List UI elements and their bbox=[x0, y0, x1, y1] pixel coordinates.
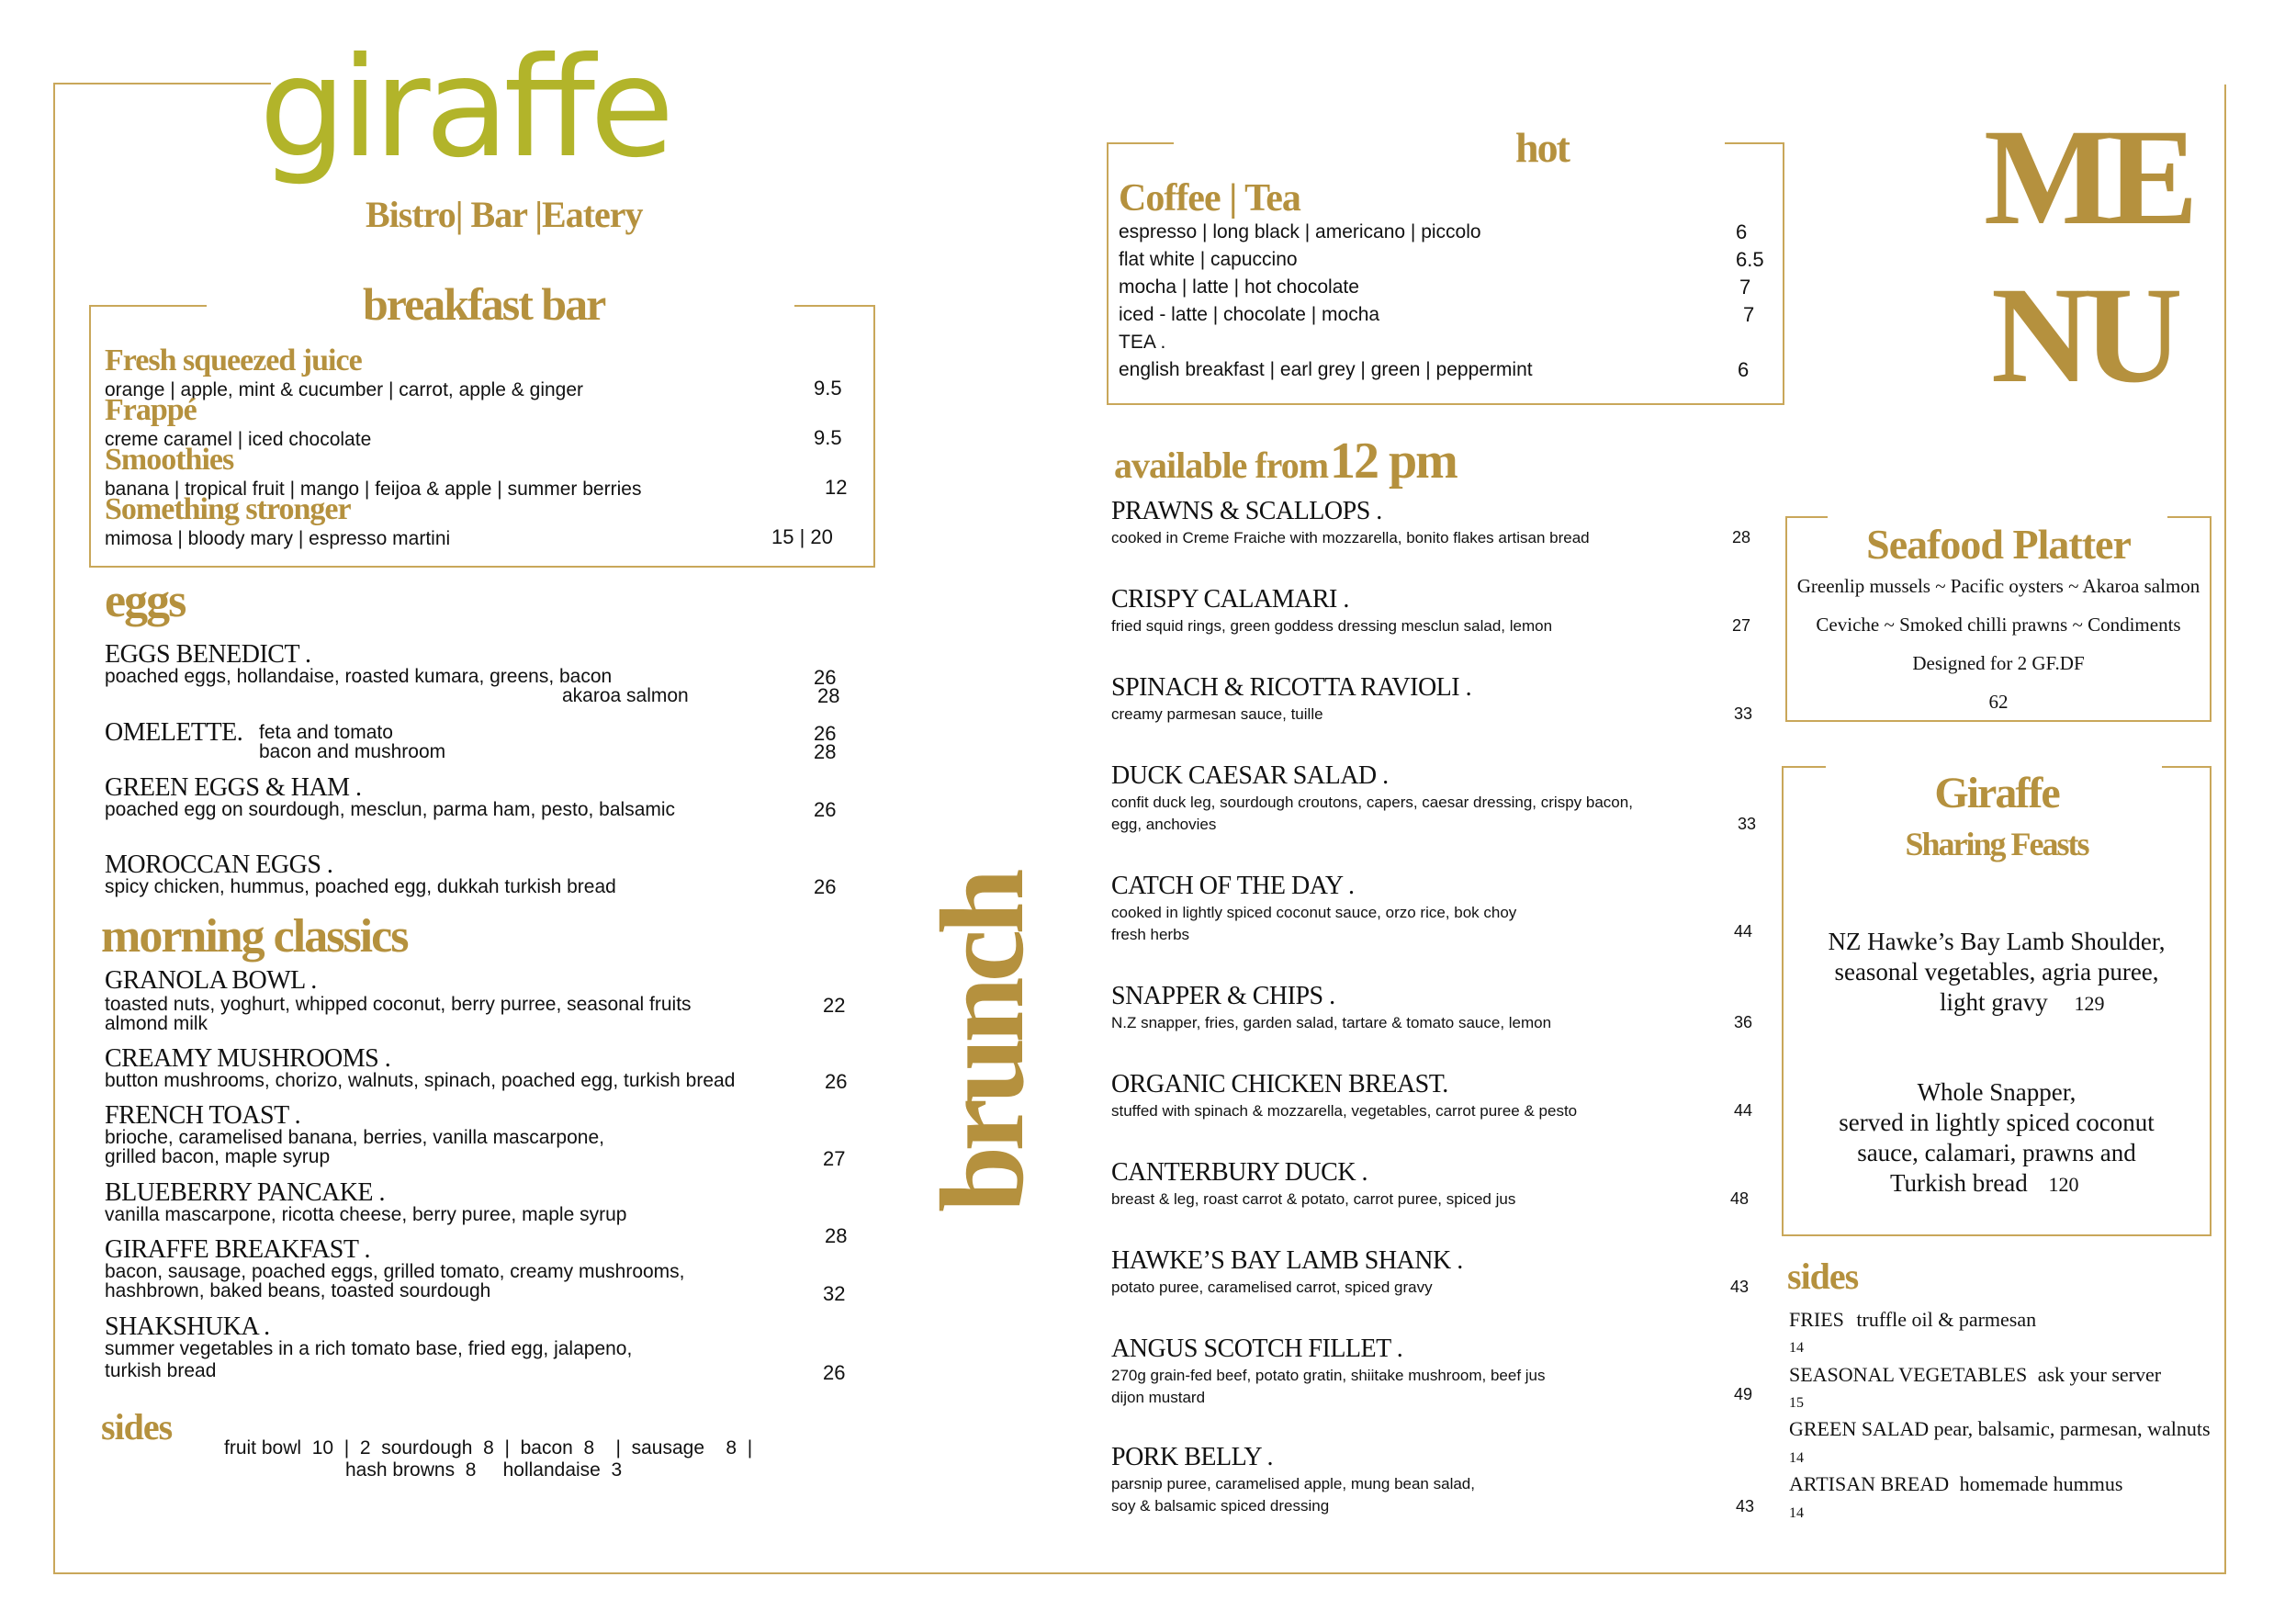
side-vegetables-name: SEASONAL VEGETABLES bbox=[1789, 1363, 2028, 1386]
french-toast-price: 27 bbox=[823, 1147, 846, 1170]
breakfast-bar-title: breakfast bar bbox=[363, 278, 605, 330]
juice-price: 9.5 bbox=[814, 377, 842, 400]
seafood-box-gap bbox=[1828, 513, 2167, 518]
shakshuka-price: 26 bbox=[823, 1361, 846, 1384]
frappe-price: 9.5 bbox=[814, 426, 842, 449]
french-toast-desc: brioche, caramelised banana, berries, vanilla mascarpone, bbox=[105, 1127, 604, 1148]
eggs-benedict-price: 26 bbox=[814, 666, 837, 689]
juice-items: orange | apple, mint & cucumber | carrot, apple & ginger bbox=[105, 379, 584, 400]
moroccan-eggs-desc: spicy chicken, hummus, poached egg, dukkah turkish bread bbox=[105, 876, 616, 897]
french-toast-desc2: grilled bacon, maple syrup bbox=[105, 1146, 331, 1167]
frappe-title: Frappé bbox=[105, 393, 197, 427]
lunch-item-8-name: CANTERBURY DUCK . bbox=[1111, 1158, 1368, 1187]
side-artisan-bread-name: ARTISAN BREAD bbox=[1789, 1472, 1950, 1495]
giraffe-breakfast-desc: bacon, sausage, poached eggs, grilled tomato, creamy mushrooms, bbox=[105, 1261, 685, 1282]
seafood-title: Seafood Platter bbox=[1866, 521, 2131, 568]
lunch-item-5-name: CATCH OF THE DAY . bbox=[1111, 872, 1355, 900]
lunch-item-4-desc: confit duck leg, sourdough croutons, capers, caesar dressing, crispy bacon, bbox=[1111, 794, 1633, 811]
feast-snapper-line1: Whole Snapper, bbox=[1917, 1078, 2077, 1106]
omelette-desc: feta and tomato bbox=[259, 722, 393, 743]
coffee-tea-title: Coffee | Tea bbox=[1119, 177, 1300, 220]
frappe-items: creme caramel | iced chocolate bbox=[105, 429, 372, 450]
lunch-item-11-price: 43 bbox=[1736, 1497, 1755, 1515]
side-green-salad-name: GREEN SALAD bbox=[1789, 1417, 1930, 1440]
lunch-item-2-name: CRISPY CALAMARI . bbox=[1111, 585, 1349, 614]
logo-text: giraffe bbox=[259, 28, 670, 188]
green-eggs-price: 26 bbox=[814, 798, 837, 821]
lunch-item-11-name: PORK BELLY . bbox=[1111, 1443, 1274, 1471]
french-toast-name: FRENCH TOAST . bbox=[105, 1101, 301, 1130]
lunch-item-4-desc2: egg, anchovies bbox=[1111, 816, 1217, 833]
stronger-title: Something stronger bbox=[105, 492, 351, 526]
feast-lamb-line1: NZ Hawke’s Bay Lamb Shoulder, bbox=[1828, 928, 2166, 955]
lunch-item-5-desc: cooked in lightly spiced coconut sauce, orzo rice, bok choy bbox=[1111, 904, 1517, 921]
shakshuka-desc2: turkish bread bbox=[105, 1360, 217, 1381]
seafood-line1: Greenlip mussels ~ Pacific oysters ~ Akaroa salmon bbox=[1796, 575, 2200, 597]
feast-lamb-line3-text: light gravy bbox=[1940, 988, 2048, 1016]
hot-price-2: 6.5 bbox=[1736, 248, 1764, 271]
lunch-item-10-desc2: dijon mustard bbox=[1111, 1389, 1206, 1406]
green-eggs-name: GREEN EGGS & HAM . bbox=[105, 773, 362, 802]
giraffe-breakfast-name: GIRAFFE BREAKFAST . bbox=[105, 1235, 370, 1264]
side-fries-name: FRIES bbox=[1789, 1308, 1844, 1331]
creamy-mushrooms-desc: button mushrooms, chorizo, walnuts, spinach, poached egg, turkish bread bbox=[105, 1070, 736, 1091]
seafood-line2: Ceviche ~ Smoked chilli prawns ~ Condiments bbox=[1816, 614, 2181, 636]
lunch-item-1-price: 28 bbox=[1732, 528, 1751, 546]
shakshuka-name: SHAKSHUKA . bbox=[105, 1312, 270, 1341]
side-green-salad-desc: pear, balsamic, parmesan, walnuts bbox=[1933, 1417, 2211, 1440]
stronger-items: mimosa | bloody mary | espresso martini bbox=[105, 528, 451, 549]
eggs-benedict-name: EGGS BENEDICT . bbox=[105, 640, 311, 669]
creamy-mushrooms-price: 26 bbox=[825, 1070, 848, 1093]
hot-price-1: 6 bbox=[1736, 220, 1748, 243]
hot-price-4: 7 bbox=[1743, 303, 1755, 326]
lunch-item-11-desc2: soy & balsamic spiced dressing bbox=[1111, 1497, 1330, 1515]
lunch-item-8-desc: breast & leg, roast carrot & potato, carrot puree, spiced jus bbox=[1111, 1190, 1516, 1208]
lunch-item-2-price: 27 bbox=[1732, 616, 1751, 635]
hot-title: hot bbox=[1515, 124, 1569, 171]
feast-snapper-line3: sauce, calamari, prawns and bbox=[1857, 1139, 2136, 1166]
side-fries-price: 14 bbox=[1789, 1340, 1804, 1356]
feast-snapper-price: 120 bbox=[2048, 1173, 2079, 1196]
lunch-item-5-price: 44 bbox=[1734, 922, 1753, 941]
smoothies-title: Smoothies bbox=[105, 443, 234, 477]
omelette-desc2: bacon and mushroom bbox=[259, 741, 446, 762]
lunch-item-9-price: 43 bbox=[1730, 1278, 1750, 1296]
omelette-price: 26 bbox=[814, 722, 837, 745]
brunch-label: brunch bbox=[917, 873, 1049, 1212]
feast-snapper-line4-text: Turkish bread bbox=[1890, 1169, 2028, 1197]
feast-lamb-line2: seasonal vegetables, agria puree, bbox=[1834, 958, 2159, 986]
hot-row-4: iced - latte | chocolate | mocha bbox=[1119, 304, 1380, 325]
lunch-item-8-price: 48 bbox=[1730, 1189, 1750, 1208]
lunch-item-7-name: ORGANIC CHICKEN BREAST. bbox=[1111, 1070, 1448, 1098]
blueberry-pancake-name: BLUEBERRY PANCAKE . bbox=[105, 1178, 386, 1207]
menu-word-bottom: NU bbox=[1991, 259, 2176, 411]
feast-lamb-price: 129 bbox=[2074, 992, 2105, 1015]
hot-price-6: 6 bbox=[1738, 358, 1750, 381]
lunch-item-6-desc: N.Z snapper, fries, garden salad, tartare & tomato sauce, lemon bbox=[1111, 1014, 1552, 1031]
morning-classics-title: morning classics bbox=[101, 910, 408, 963]
granola-desc2: almond milk bbox=[105, 1013, 208, 1034]
smoothies-items: banana | tropical fruit | mango | feijoa & apple | summer berries bbox=[105, 479, 642, 500]
lunch-item-1-name: PRAWNS & SCALLOPS . bbox=[1111, 497, 1382, 525]
brunch-sides-line1: fruit bowl 10 | 2 sourdough 8 | bacon 8 | sausage 8 | bbox=[224, 1437, 753, 1459]
tagline: Bistro| Bar |Eatery bbox=[366, 194, 643, 235]
hot-price-3: 7 bbox=[1739, 276, 1751, 298]
lunch-title-b: 12 pm bbox=[1330, 433, 1457, 490]
lunch-item-11-desc: parsnip puree, caramelised apple, mung bean salad, bbox=[1111, 1475, 1475, 1492]
lunch-item-10-price: 49 bbox=[1734, 1385, 1753, 1403]
lunch-item-1-desc: cooked in Creme Fraiche with mozzarella, bonito flakes artisan bread bbox=[1111, 529, 1590, 546]
seafood-line3: Designed for 2 GF.DF bbox=[1912, 652, 2085, 674]
shakshuka-desc: summer vegetables in a rich tomato base, fried egg, jalapeno, bbox=[105, 1338, 633, 1359]
smoothies-price: 12 bbox=[825, 476, 848, 499]
lunch-item-5-desc2: fresh herbs bbox=[1111, 926, 1190, 943]
seafood-price: 62 bbox=[1988, 691, 2009, 713]
lunch-item-9-name: HAWKE’S BAY LAMB SHANK . bbox=[1111, 1246, 1463, 1275]
moroccan-eggs-name: MOROCCAN EGGS . bbox=[105, 850, 333, 879]
side-artisan-bread bbox=[1789, 1472, 2122, 1496]
side-artisan-bread-price: 14 bbox=[1789, 1505, 1804, 1521]
lunch-item-7-desc: stuffed with spinach & mozzarella, vegetables, carrot puree & pesto bbox=[1111, 1102, 1578, 1120]
feast-snapper-line2: served in lightly spiced coconut bbox=[1839, 1109, 2155, 1136]
giraffe-breakfast-desc2: hashbrown, baked beans, toasted sourdough bbox=[105, 1280, 491, 1301]
stronger-price: 15 | 20 bbox=[771, 525, 833, 548]
lunch-item-7-price: 44 bbox=[1734, 1101, 1753, 1120]
hot-row-5: TEA . bbox=[1119, 332, 1166, 353]
lunch-item-3-desc: creamy parmesan sauce, tuille bbox=[1111, 705, 1323, 723]
lunch-item-4-name: DUCK CAESAR SALAD . bbox=[1111, 761, 1389, 790]
brunch-sides-title: sides bbox=[101, 1406, 173, 1447]
lunch-item-10-desc: 270g grain-fed beef, potato gratin, shiitake mushroom, beef jus bbox=[1111, 1367, 1546, 1384]
side-fries-desc: truffle oil & parmesan bbox=[1856, 1308, 2037, 1331]
feasts-title-1: Giraffe bbox=[1934, 769, 2059, 817]
omelette-name: OMELETTE. bbox=[105, 718, 243, 747]
creamy-mushrooms-name: CREAMY MUSHROOMS . bbox=[105, 1044, 391, 1073]
feast-lamb-line3 bbox=[1940, 988, 2104, 1017]
lunch-item-3-name: SPINACH & RICOTTA RAVIOLI . bbox=[1111, 673, 1472, 702]
blueberry-pancake-price: 28 bbox=[825, 1224, 848, 1247]
hot-row-1: espresso | long black | americano | piccolo bbox=[1119, 221, 1481, 242]
lunch-item-4-price: 33 bbox=[1738, 815, 1757, 833]
hot-row-3: mocha | latte | hot chocolate bbox=[1119, 276, 1359, 298]
side-vegetables-price: 15 bbox=[1789, 1395, 1804, 1411]
hot-box-gap bbox=[1174, 139, 1725, 144]
lunch-item-2-desc: fried squid rings, green goddess dressing mesclun salad, lemon bbox=[1111, 617, 1553, 635]
eggs-benedict-desc2: akaroa salmon bbox=[562, 685, 689, 706]
omelette-price2: 28 bbox=[814, 740, 837, 763]
lunch-sides-title: sides bbox=[1787, 1256, 1859, 1297]
eggs-title: eggs bbox=[105, 575, 186, 627]
hot-row-6: english breakfast | earl grey | green | peppermint bbox=[1119, 359, 1533, 380]
brunch-sides-line2: hash browns 8 hollandaise 3 bbox=[345, 1459, 623, 1481]
side-vegetables-desc: ask your server bbox=[2037, 1363, 2162, 1386]
lunch-title bbox=[1114, 432, 1457, 490]
green-eggs-desc: poached egg on sourdough, mesclun, parma ham, pesto, balsamic bbox=[105, 799, 676, 820]
blueberry-pancake-desc: vanilla mascarpone, ricotta cheese, berry puree, maple syrup bbox=[105, 1204, 627, 1225]
side-green-salad bbox=[1789, 1417, 2211, 1441]
lunch-title-a: available from bbox=[1114, 445, 1329, 486]
side-vegetables bbox=[1789, 1363, 2161, 1387]
side-green-salad-price: 14 bbox=[1789, 1450, 1804, 1466]
granola-name: GRANOLA BOWL . bbox=[105, 966, 317, 995]
granola-desc: toasted nuts, yoghurt, whipped coconut, berry purree, seasonal fruits bbox=[105, 994, 692, 1015]
moroccan-eggs-price: 26 bbox=[814, 875, 837, 898]
feasts-title-2: Sharing Feasts bbox=[1905, 826, 2088, 862]
hot-row-2: flat white | capuccino bbox=[1119, 249, 1298, 270]
juice-title: Fresh squeezed juice bbox=[105, 344, 362, 377]
side-artisan-bread-desc: homemade hummus bbox=[1959, 1472, 2123, 1495]
lunch-item-6-price: 36 bbox=[1734, 1013, 1753, 1031]
feast-snapper-line4 bbox=[1890, 1169, 2079, 1198]
giraffe-breakfast-price: 32 bbox=[823, 1282, 846, 1305]
lunch-item-9-desc: potato puree, caramelised carrot, spiced gravy bbox=[1111, 1278, 1433, 1296]
lunch-item-10-name: ANGUS SCOTCH FILLET . bbox=[1111, 1335, 1403, 1363]
eggs-benedict-desc: poached eggs, hollandaise, roasted kumara, greens, bacon bbox=[105, 666, 613, 687]
eggs-benedict-price2: 28 bbox=[817, 684, 840, 707]
logo bbox=[259, 26, 669, 191]
side-fries bbox=[1789, 1308, 2036, 1332]
lunch-item-6-name: SNAPPER & CHIPS . bbox=[1111, 982, 1335, 1010]
granola-price: 22 bbox=[823, 994, 846, 1017]
lunch-item-3-price: 33 bbox=[1734, 704, 1753, 723]
menu-word-top: ME bbox=[1984, 101, 2191, 253]
